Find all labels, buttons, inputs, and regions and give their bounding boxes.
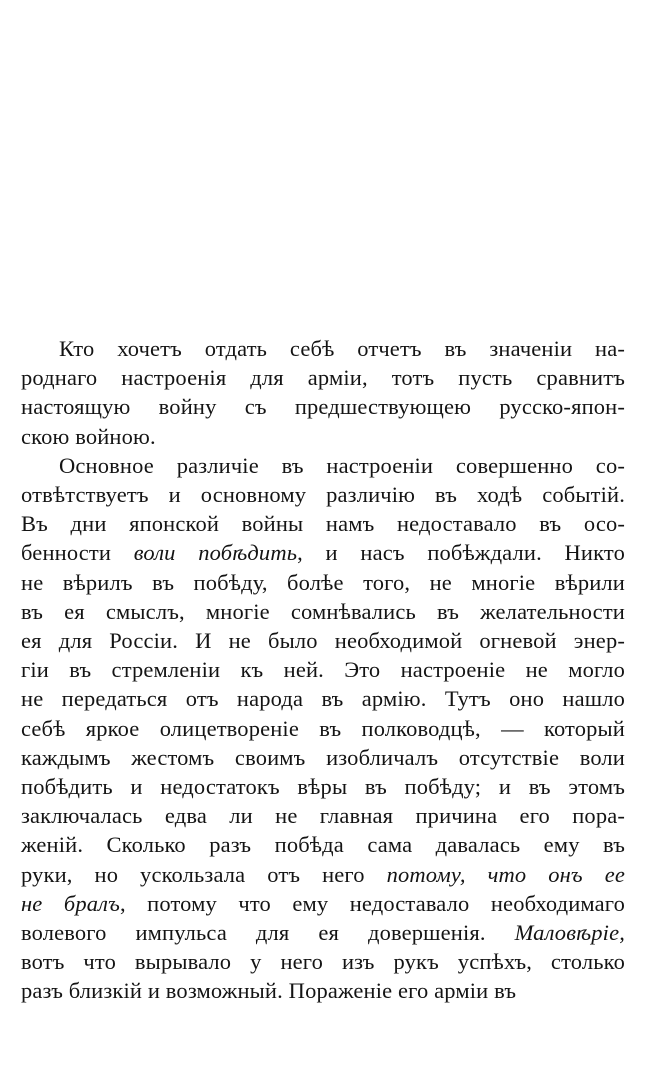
text-line: въ ея смыслъ, многіе сомнѣвались въ желательности [21, 598, 625, 624]
text-line: волевого импульса для ея довершенія. Маловѣріе, [21, 920, 625, 946]
emphasis-text: потому, что онъ ее [386, 861, 625, 887]
text-line: не бралъ, потому что ему недоставало необходимаго [21, 890, 626, 916]
text-line: скою войною. [21, 423, 156, 449]
text-line: побѣдить и недостатокъ вѣры въ побѣду; и въ этомъ [21, 774, 625, 800]
text-line: гіи въ стремленіи къ ней. Это настроеніе не могло [21, 657, 625, 683]
text-line: себѣ яркое олицетвореніе въ полководцѣ, — который [21, 715, 625, 741]
text-line: Кто хочетъ отдать себѣ отчетъ въ значеніи на- [59, 336, 625, 361]
paragraph-2 [21, 451, 625, 1006]
text-line: заключалась едва ли не главная причина его пора- [21, 803, 625, 829]
text-line: каждымъ жестомъ своимъ изобличалъ отсутствіе воли [21, 744, 625, 770]
text-line: Въ дни японской войны намъ недоставало въ осо- [21, 511, 625, 537]
paragraph-1 [21, 334, 625, 451]
text-line: не передаться отъ народа въ армію. Тутъ оно нашло [21, 686, 625, 712]
text-line: не вѣрилъ въ побѣду, болѣе того, не многіе вѣрили [21, 569, 625, 595]
text-line: бенности воли побѣдить, и насъ побѣждали. Никто [21, 540, 625, 566]
text-line: ея для Россіи. И не было необходимой огневой энер- [21, 628, 625, 654]
emphasis-text: воли побѣдить [133, 540, 298, 566]
text-line: вотъ что вырывало у него изъ рукъ успѣхъ, столько [21, 949, 625, 975]
emphasis-text: не бралъ [21, 890, 120, 916]
text-line: Основное различіе въ настроеніи совершенно со- [59, 452, 625, 478]
emphasis-text: Маловѣріе, [514, 920, 625, 946]
document-page [21, 334, 625, 1006]
text-line: отвѣтствуетъ и основному различію въ ходѣ событій. [21, 482, 625, 508]
text-line: руки, но ускользала отъ него потому, что онъ ее [21, 861, 625, 887]
text-line: разъ близкій и возможный. Пораженіе его арміи въ [21, 978, 517, 1004]
text-line: роднаго настроенія для арміи, тотъ пусть сравнитъ [21, 365, 625, 391]
text-line: женій. Сколько разъ побѣда сама давалась ему въ [21, 832, 625, 858]
text-line: настоящую войну съ предшествующею русско-япон- [21, 394, 625, 420]
